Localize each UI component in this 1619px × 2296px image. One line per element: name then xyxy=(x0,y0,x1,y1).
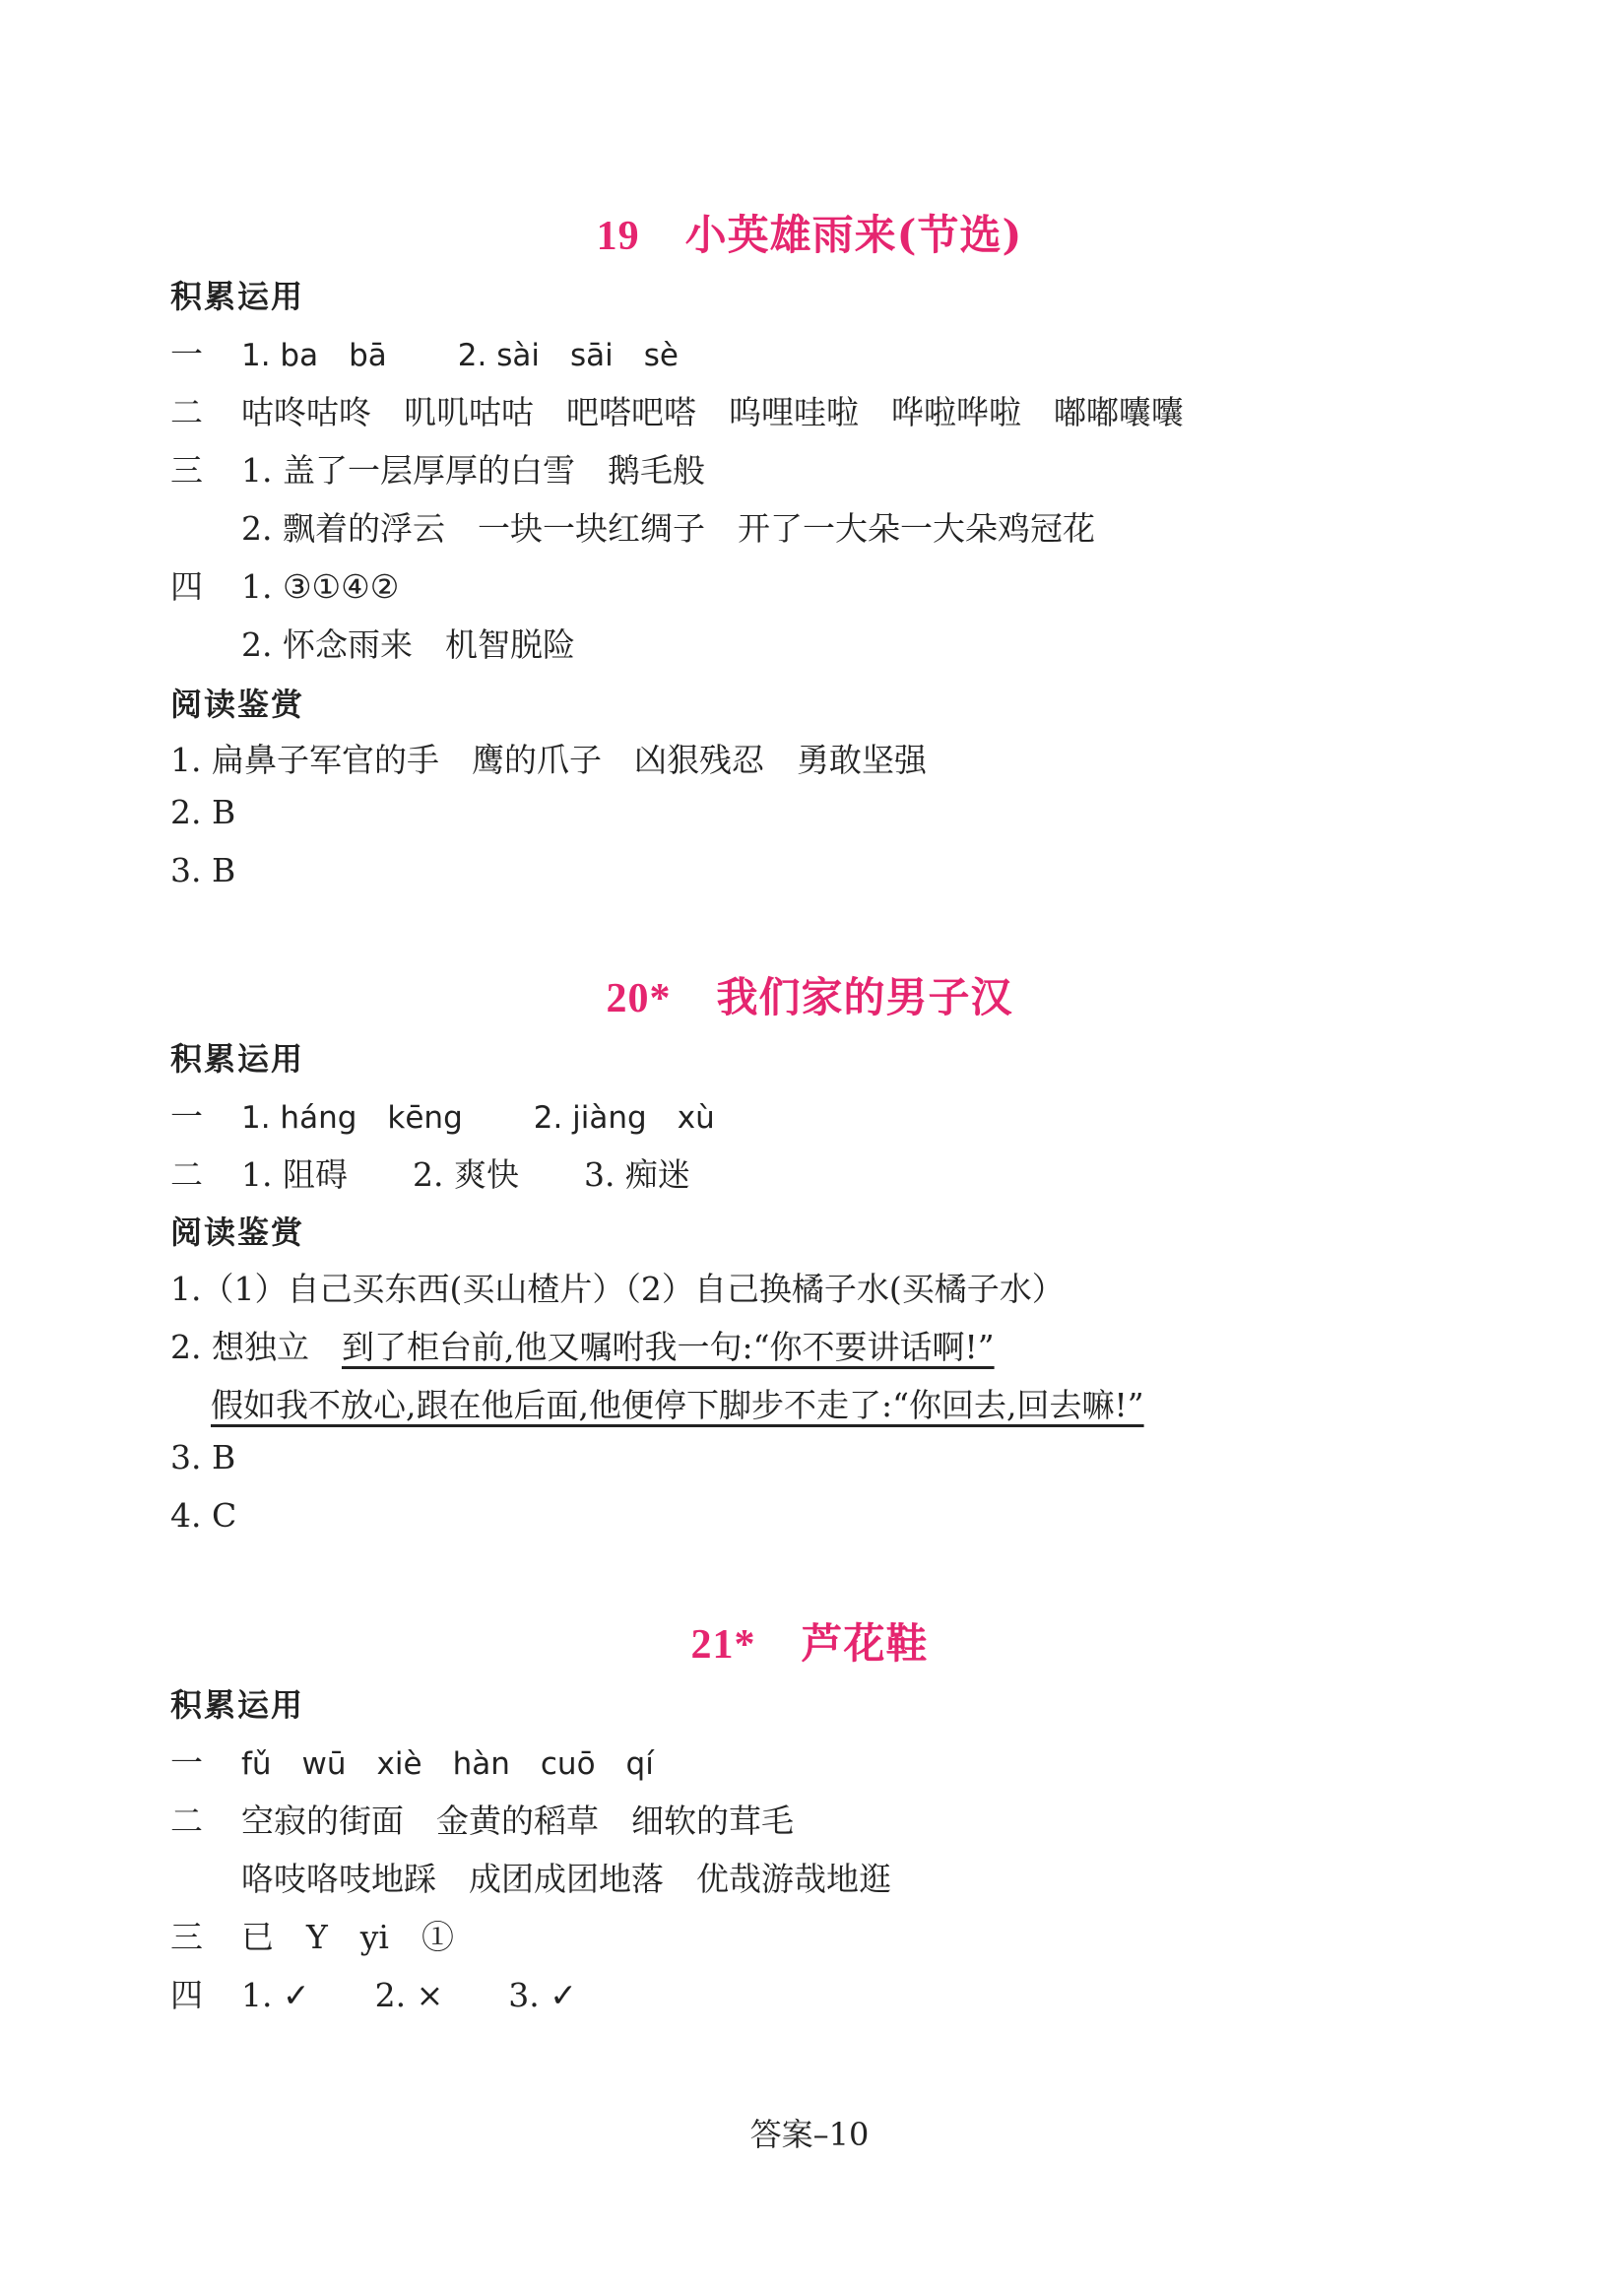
answer-line: 1. 扁鼻子军官的手 鹰的爪子 凶狠残忍 勇敢坚强 xyxy=(170,741,927,779)
answer-line: 二 1. 阻碍 2. 爽快 3. 痴迷 xyxy=(170,1155,690,1194)
answer-line: 4. C xyxy=(170,1496,237,1535)
answer-line: 二 空寂的街面 金黄的稻草 细软的茸毛 xyxy=(170,1802,794,1840)
answer-line: 一 1. háng kēng 2. jiàng xù xyxy=(170,1097,715,1136)
answer-line: 一 1. ba bā 2. sài sāi sè xyxy=(170,335,679,373)
answer-line: 三 1. 盖了一层厚厚的白雪 鹅毛般 xyxy=(170,451,705,490)
section-accumulate: 积累运用 xyxy=(170,278,305,315)
answer-line: 三 已 Y yi ① xyxy=(170,1918,454,1956)
answer-line: 2. B xyxy=(170,793,236,831)
answer-line: 咯吱咯吱地踩 成团成团地落 优哉游哉地逛 xyxy=(241,1860,891,1898)
section-accumulate: 积累运用 xyxy=(170,1686,305,1724)
lesson-21-title: 21* 芦花鞋 xyxy=(690,1619,929,1668)
answer-line: 2. 飘着的浮云 一块一块红绸子 开了一大朵一大朵鸡冠花 xyxy=(241,509,1095,548)
lesson-20-title: 20* 我们家的男子汉 xyxy=(606,973,1013,1021)
answer-line: 3. B xyxy=(170,851,236,889)
section-accumulate: 积累运用 xyxy=(170,1040,305,1078)
underlined-quote: 假如我不放心,跟在他后面,他便停下脚步不走了:“你回去,回去嘛!” xyxy=(211,1386,1144,1424)
answer-line: 2. 想独立 到了柜台前,他又嘱咐我一句:“你不要讲话啊!” xyxy=(170,1328,995,1366)
underlined-quote: 到了柜台前,他又嘱咐我一句:“你不要讲话啊!” xyxy=(341,1328,995,1366)
answer-line: 一 fǔ wū xiè hàn cuō qí xyxy=(170,1743,654,1782)
section-reading: 阅读鉴赏 xyxy=(170,1214,305,1251)
answer-line: 2. 怀念雨来 机智脱险 xyxy=(241,625,575,664)
answer-line: 1.（1）自己买东西(买山楂片）（2）自己换橘子水(买橘子水） xyxy=(170,1270,1065,1308)
answer-line: 四 1. ③①④② xyxy=(170,567,400,606)
section-reading: 阅读鉴赏 xyxy=(170,686,305,723)
answer-line xyxy=(211,1380,1144,1426)
answer-line: 二 咕咚咕咚 叽叽咕咕 吧嗒吧嗒 呜哩哇啦 哗啦哗啦 嘟嘟囔囔 xyxy=(170,393,1184,431)
answer-line: 四 1. ✓ 2. × 3. ✓ xyxy=(170,1976,577,2014)
lesson-19-title: 19 小英雄雨来(节选) xyxy=(596,211,1023,259)
page-number: 答案–10 xyxy=(749,2116,870,2153)
answer-line: 3. B xyxy=(170,1438,236,1476)
